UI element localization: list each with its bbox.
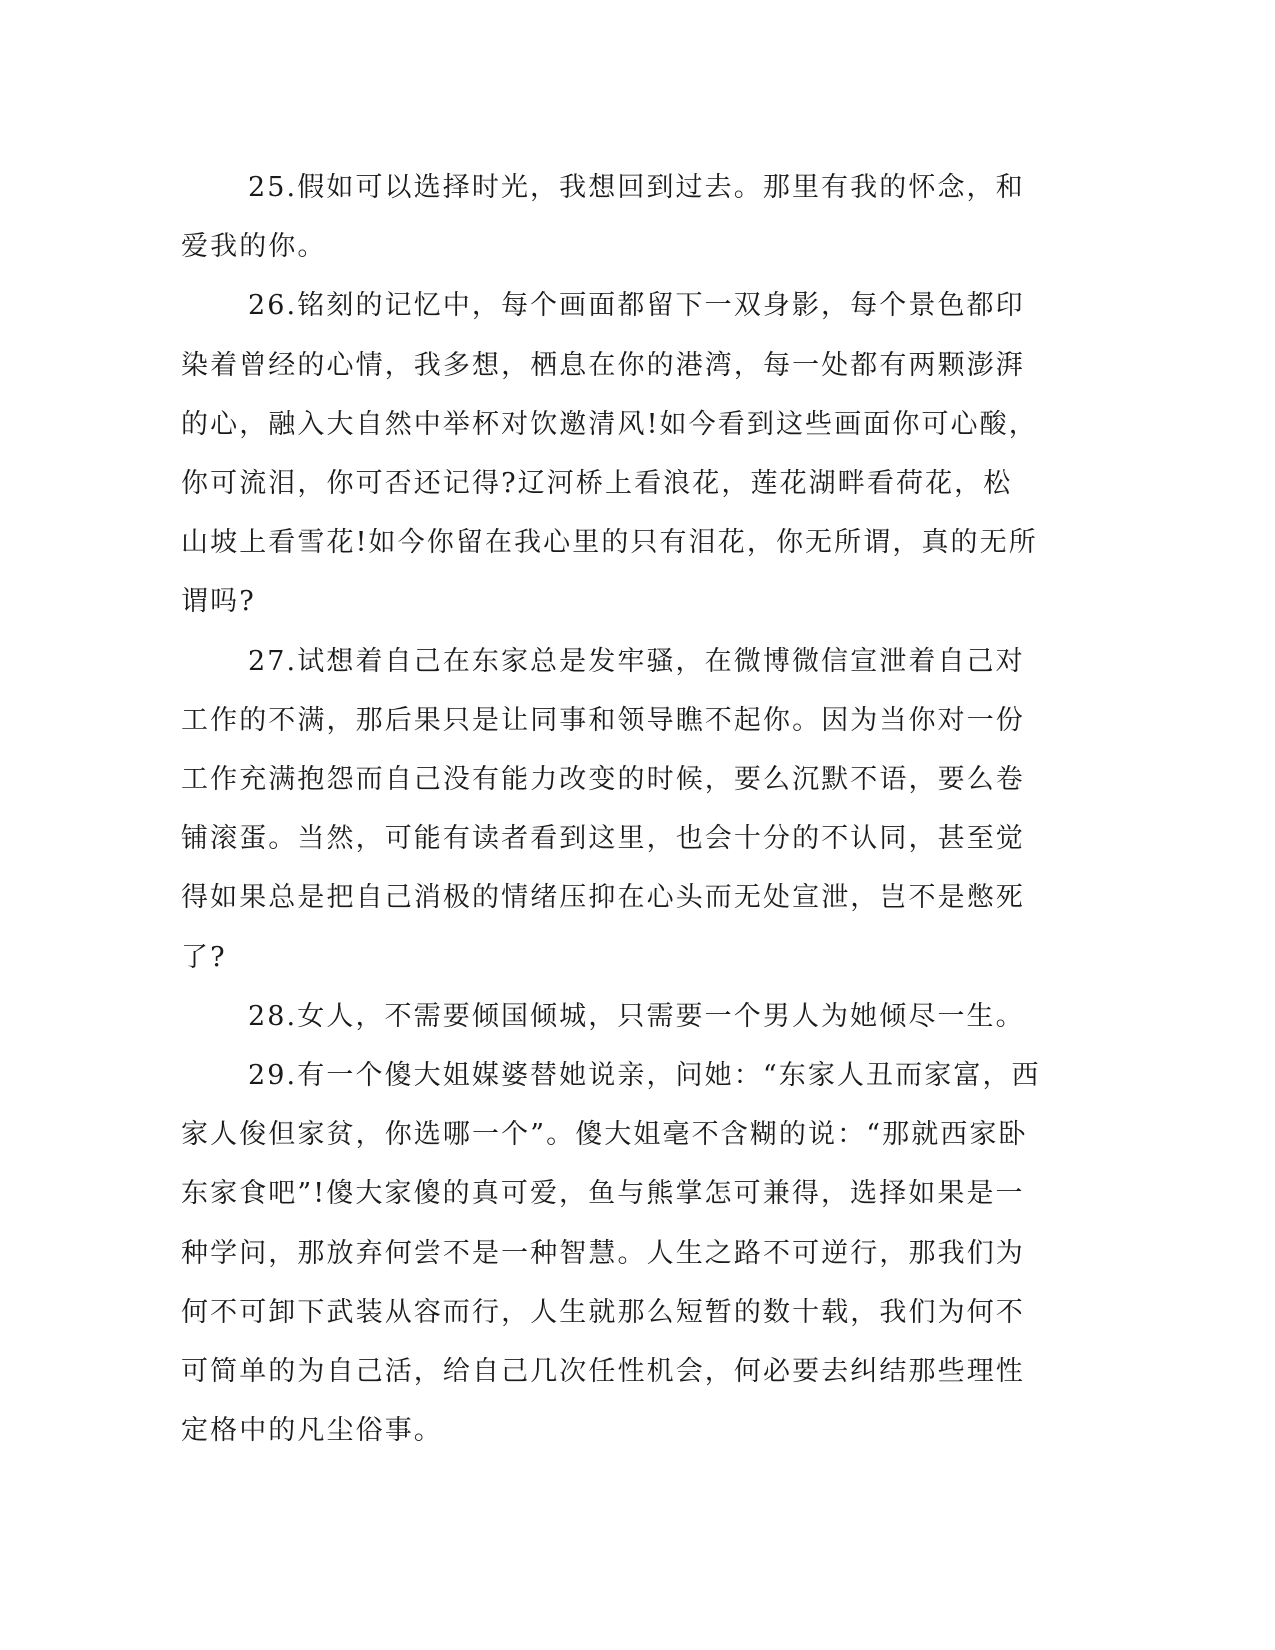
paragraph-25: 25.假如可以选择时光，我想回到过去。那里有我的怀念，和爱我的你。 xyxy=(181,172,1025,263)
paragraph-26: 26.铭刻的记忆中，每个画面都留下一双身影，每个景色都印染着曾经的心情，我多想，栖息在你的港湾，每一处都有两颗澎湃的心，融入大自然中举杯对饮邀清风!如今看到这些画面你可心酸，你可流泪，你可否还记得?辽河桥上看浪花，莲花湖畔看荷花，松山坡上看雪花!如今你留在我心里的只有泪花，你无所谓，真的无所谓吗? xyxy=(181,290,1038,618)
paragraph-28: 28.女人，不需要倾国倾城，只需要一个男人为她倾尽一生。 xyxy=(248,1000,1025,1032)
paragraph-29: 29.有一个傻大姐媒婆替她说亲，问她：“东家人丑而家富，西家人俊但家贫，你选哪一个”。傻大姐毫不含糊的说：“那就西家卧东家食吧”!傻大家傻的真可爱，鱼与熊掌怎可兼得，选择如果是一种学问，那放弃何尝不是一种智慧。人生之路不可逆行，那我们为何不可卸下武装从容而行，人生就那么短暂的数十载，我们为何不可简单的为自己活，给自己几次任性机会，何必要去纠结那些理性定格中的凡尘俗事。 xyxy=(181,1060,1041,1447)
document-body xyxy=(181,158,1041,1460)
paragraph-27: 27.试想着自己在东家总是发牢骚，在微博微信宣泄着自己对工作的不满，那后果只是让同事和领导瞧不起你。因为当你对一份工作充满抱怨而自己没有能力改变的时候，要么沉默不语，要么卷铺滚蛋。当然，可能有读者看到这里，也会十分的不认同，甚至觉得如果总是把自己消极的情绪压抑在心头而无处宣泄，岂不是憋死了? xyxy=(181,645,1025,973)
